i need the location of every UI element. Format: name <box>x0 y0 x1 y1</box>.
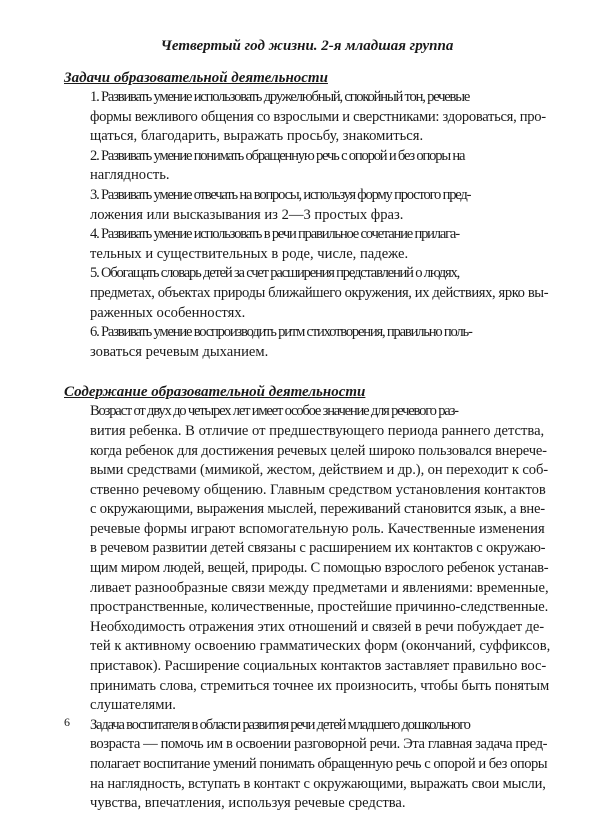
text-line: пространственные, количественные, простейшие причинно-следственные. <box>90 599 549 616</box>
page-number: 6 <box>64 715 70 729</box>
sections-container <box>64 68 550 814</box>
page-title: Четвертый год жизни. 2-я младшая группа <box>160 38 454 54</box>
text-line: речевые формы играют вспомогательную роль. Качественные изменения <box>90 520 545 537</box>
text-line: Задача воспитателя в области развития речи детей младшего дошкольного <box>90 716 470 733</box>
paragraph <box>64 323 550 362</box>
text-line: с окружающими, выражения мыслей, переживаний становится язык, а вне- <box>90 501 545 518</box>
text-line: слушателями. <box>90 697 176 714</box>
paragraph <box>64 402 550 716</box>
section <box>64 382 550 813</box>
text-line: на наглядность, вступать в контакт с окружающими, выражать свои мысли, <box>90 775 546 792</box>
text-line: формы вежливого общения со взрослыми и сверстниками: здороваться, про- <box>90 108 546 125</box>
text-line: предметах, объектах природы ближайшего окружения, их действиях, ярко вы- <box>90 284 549 301</box>
text-line: 2. Развивать умение понимать обращенную речь с опорой и без опоры на <box>90 147 465 164</box>
text-line: возраста — помочь им в освоении разговорной речи. Эта главная задача пред- <box>90 736 548 753</box>
paragraph <box>64 716 550 814</box>
text-line: в речевом развитии детей связаны с расширением их контактов с окружаю- <box>90 540 546 557</box>
text-line: вития ребенка. В отличие от предшествующего периода раннего детства, <box>90 422 545 439</box>
text-line: 4. Развивать умение использовать в речи правильное сочетание прилага- <box>90 226 459 243</box>
text-line: 3. Развивать умение отвечать на вопросы, используя форму простого пред- <box>90 186 471 203</box>
text-line: принимать слова, стремиться точнее их произносить, чтобы быть понятым <box>90 677 550 694</box>
paragraph <box>64 186 550 225</box>
page-content <box>64 36 550 814</box>
text-line: наглядность. <box>90 167 170 184</box>
section-heading: Содержание образовательной деятельности <box>64 384 366 401</box>
text-line: тей к активному освоению грамматических форм (окончаний, суффиксов, <box>90 638 551 655</box>
text-line: раженных особенностях. <box>90 304 246 321</box>
text-line: зоваться речевым дыханием. <box>90 343 269 360</box>
text-line: Необходимость отражения этих отношений и связей в речи побуждает де- <box>90 618 544 635</box>
text-line: приставок). Расширение социальных контактов заставляет правильно вос- <box>90 658 547 675</box>
text-line: тельных и существительных в роде, числе, падеже. <box>90 245 409 262</box>
text-line: чувства, впечатления, используя речевые средства. <box>90 795 406 812</box>
text-line: ственно речевому общению. Главным средством установления контактов <box>90 481 546 498</box>
text-line: 1. Развивать умение использовать дружелюбный, спокойный тон, речевые <box>90 89 470 105</box>
paragraph <box>64 147 550 186</box>
text-line: выми средствами (мимикой, жестом, действием и др.), он переходит к соб- <box>90 462 549 479</box>
text-line: ложения или высказывания из 2—3 простых фраз. <box>90 206 404 223</box>
text-line: Возраст от двух до четырех лет имеет особое значение для речевого раз- <box>90 403 458 420</box>
text-line: ливает разнообразные связи между предметами и явлениями: временные, <box>90 579 549 596</box>
paragraph <box>64 225 550 264</box>
text-line: щим миром людей, вещей, природы. С помощью взрослого ребенок устанав- <box>90 560 549 577</box>
text-line: 5. Обогащать словарь детей за счет расширения представлений о людях, <box>90 265 460 282</box>
section <box>64 68 550 362</box>
paragraph <box>64 88 550 147</box>
paragraph <box>64 264 550 323</box>
text-line: щаться, благодарить, выражать просьбу, знакомиться. <box>90 128 424 145</box>
section-heading: Задачи образовательной деятельности <box>64 70 328 86</box>
text-line: когда ребенок для достижения речевых целей широко пользовался внерече- <box>90 442 547 459</box>
text-line: 6. Развивать умение воспроизводить ритм стихотворения, правильно поль- <box>90 324 472 341</box>
text-line: полагает воспитание умений понимать обращенную речь с опорой и без опоры <box>90 756 548 772</box>
